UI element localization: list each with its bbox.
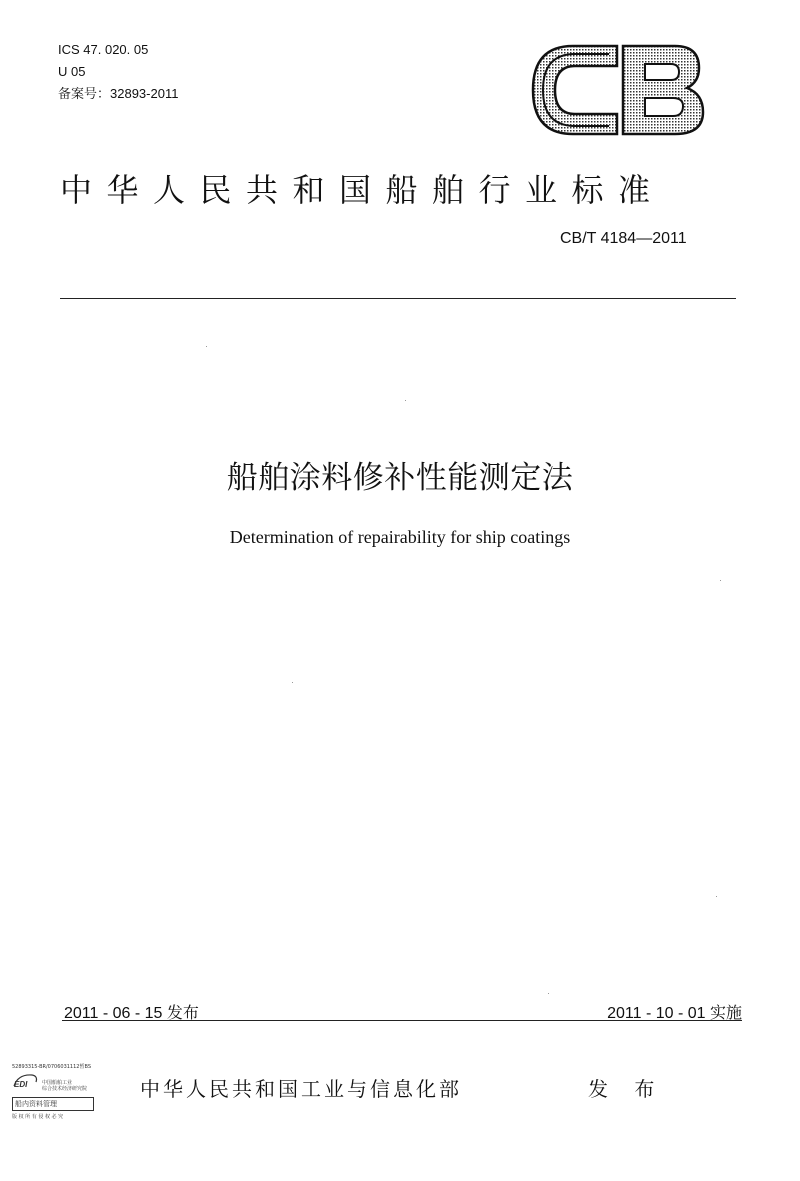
stamp-serial: 52893315-BR/0706031112暂BS — [12, 1064, 91, 1070]
divider-top — [60, 298, 736, 299]
divider-bottom — [62, 1020, 742, 1021]
publisher-name: 中华人民共和国工业与信息化部 — [140, 1077, 462, 1101]
standard-category-title: 中华人民共和国船舶行业标准 — [60, 171, 665, 209]
effective-date: 2011 - 10 - 01 实施 — [607, 1005, 742, 1022]
scan-speck — [405, 400, 406, 401]
scan-speck — [548, 993, 549, 994]
registration-number: 备案号：32893-2011 — [58, 86, 179, 101]
library-stamp — [12, 1064, 98, 1126]
edi-logo-icon — [12, 1072, 40, 1090]
scan-speck — [206, 346, 207, 347]
publish-label: 发 布 — [588, 1077, 665, 1101]
cb-logo-icon — [525, 40, 707, 140]
document-title-zh: 船舶涂料修补性能测定法 — [226, 460, 574, 496]
edi-logo-text: EDI — [14, 1080, 28, 1089]
scan-speck — [292, 682, 293, 683]
scan-speck — [720, 580, 721, 581]
stamp-company-line1: 中国船舶工业 — [42, 1080, 73, 1086]
document-title-en: Determination of repairability for ship coatings — [229, 527, 571, 547]
classification-code: U 05 — [58, 64, 86, 79]
release-date: 2011 - 06 - 15 发布 — [64, 1005, 199, 1022]
scan-speck — [716, 896, 717, 897]
stamp-box-text: 船内资料管理 — [15, 1100, 57, 1108]
stamp-box — [12, 1097, 94, 1111]
standard-code: CB/T 4184—2011 — [560, 230, 687, 247]
stamp-company-line2: 综合技术经济研究院 — [42, 1086, 88, 1092]
stamp-copyright: 版 权 所 有 侵 权 必 究 — [12, 1114, 64, 1120]
ics-code: ICS 47. 020. 05 — [58, 42, 149, 57]
